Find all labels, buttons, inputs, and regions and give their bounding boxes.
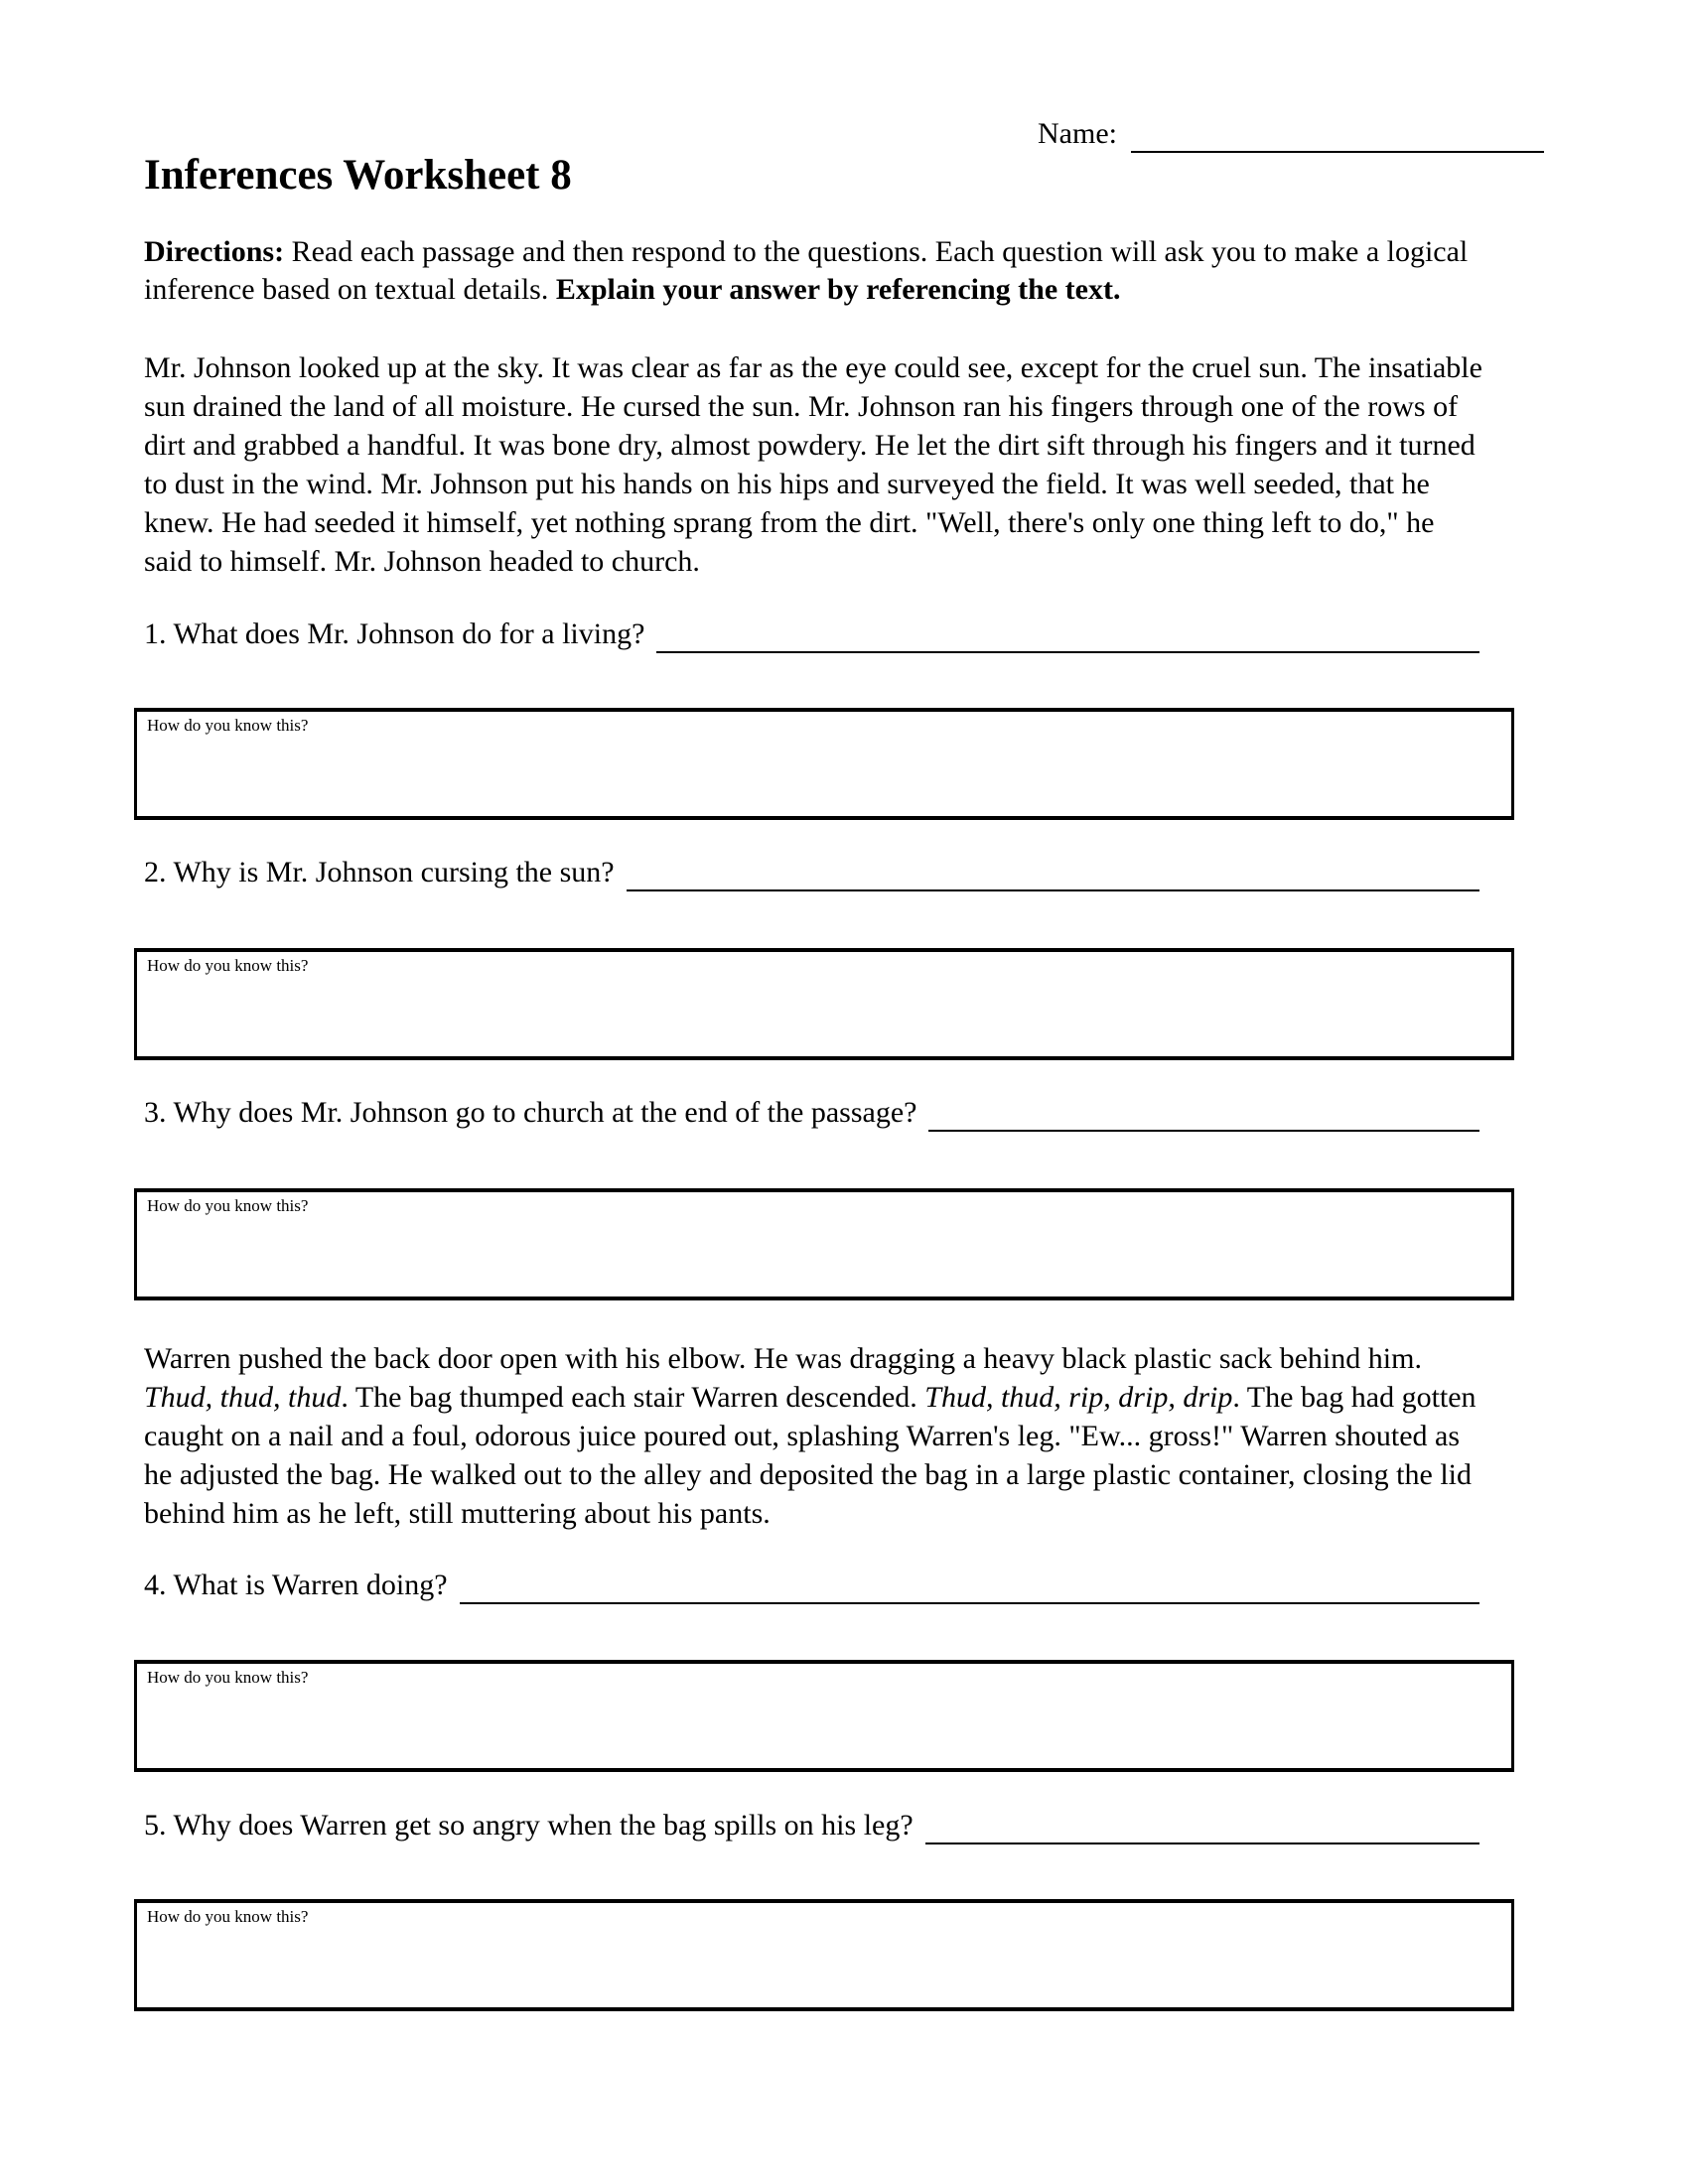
answer-blank-2[interactable] <box>627 856 1479 891</box>
question-row-2 <box>144 854 1479 891</box>
passage-2-run-4: Thud, thud, rip, drip, drip <box>924 1381 1233 1414</box>
question-row-3 <box>144 1094 1479 1132</box>
passage-2-run-5: . The bag had gotten caught on a nail and a foul, odorous juice poured out, splashing Warren's leg. "Ew... gross!" Warren shouted as he adjusted the bag. He walked out to the alley and deposited the bag in a large plastic container, closing the lid behind him as he left, still muttering about his pants. <box>144 1381 1477 1530</box>
answer-box-5[interactable] <box>134 1899 1514 2011</box>
answer-box-1[interactable] <box>134 708 1514 820</box>
passage-1 <box>144 348 1486 581</box>
answer-box-4[interactable] <box>134 1660 1514 1772</box>
question-label-2: 2. Why is Mr. Johnson cursing the sun? <box>144 856 615 888</box>
directions-label: Directions: <box>144 235 285 268</box>
question-label-5: 5. Why does Warren get so angry when the bag spills on his leg? <box>144 1809 914 1842</box>
directions-body: Read each passage and then respond to the questions. Each question will ask you to make a logical inference based on textual details. <box>144 235 1469 306</box>
directions <box>144 233 1486 309</box>
answer-blank-4[interactable] <box>460 1569 1479 1604</box>
answer-blank-3[interactable] <box>928 1096 1479 1132</box>
answer-blank-5[interactable] <box>925 1809 1479 1844</box>
answer-box-3[interactable] <box>134 1188 1514 1300</box>
passage-2-run-3: . The bag thumped each stair Warren descended. <box>341 1381 925 1414</box>
passage-2-run-2: Thud, thud, thud <box>144 1381 342 1414</box>
answer-box-2[interactable] <box>134 948 1514 1060</box>
directions-emphasis: Explain your answer by referencing the text. <box>555 273 1121 306</box>
question-label-3: 3. Why does Mr. Johnson go to church at the end of the passage? <box>144 1096 917 1129</box>
passage-1-text: Mr. Johnson looked up at the sky. It was clear as far as the eye could see, except for the cruel sun. The insatiable sun drained the land of all moisture. He cursed the sun. Mr. Johnson ran his fingers through one of the rows of dirt and grabbed a handful. It was bone dry, almost powdery. He let the dirt sift through his fingers and it turned to dust in the wind. Mr. Johnson put his hands on his hips and surveyed the field. It was well seeded, that he knew. He had seeded it himself, yet nothing sprang from the dirt. "Well, there's only one thing left to do," he said to himself. Mr. Johnson headed to church. <box>144 351 1482 578</box>
answer-box-prompt-1: How do you know this? <box>147 716 309 735</box>
answer-box-prompt-4: How do you know this? <box>147 1668 309 1687</box>
page-title: Inferences Worksheet 8 <box>144 152 572 199</box>
question-row-5 <box>144 1807 1479 1844</box>
question-row-4 <box>144 1567 1479 1604</box>
name-label: Name: <box>1038 117 1117 150</box>
answer-box-prompt-3: How do you know this? <box>147 1196 309 1215</box>
answer-blank-1[interactable] <box>656 617 1479 653</box>
question-row-1 <box>144 615 1479 653</box>
passage-2 <box>144 1339 1486 1533</box>
question-label-1: 1. What does Mr. Johnson do for a living? <box>144 617 645 650</box>
answer-box-prompt-5: How do you know this? <box>147 1907 309 1926</box>
passage-2-run-1: Warren pushed the back door open with his elbow. He was dragging a heavy black plastic sack behind him. <box>144 1342 1422 1375</box>
answer-box-prompt-2: How do you know this? <box>147 956 309 975</box>
name-row <box>1038 115 1544 153</box>
name-blank[interactable] <box>1131 115 1544 153</box>
question-label-4: 4. What is Warren doing? <box>144 1569 448 1601</box>
